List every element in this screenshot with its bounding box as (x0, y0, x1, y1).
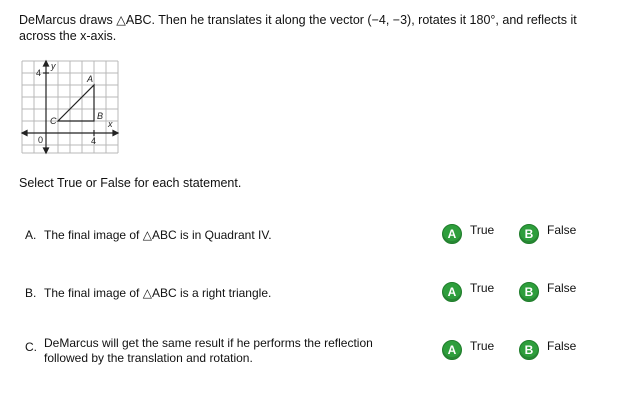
instruction-text: Select True or False for each statement. (19, 176, 242, 190)
graph-svg (20, 59, 120, 155)
statement-a-true-badge[interactable]: A (442, 224, 462, 244)
y-tick-label: 4 (36, 68, 42, 78)
statement-c-letter: C. (25, 340, 37, 354)
x-axis-arrow-icon (113, 131, 118, 136)
statement-c-false-label: False (547, 339, 577, 353)
statement-c-text (44, 336, 373, 366)
statement-a-true-option[interactable] (442, 224, 494, 244)
statement-b-false-option[interactable] (519, 282, 576, 302)
x-axis-label: x (108, 119, 113, 129)
y-axis-down-arrow-icon (44, 148, 49, 153)
statement-b-text: The final image of △ABC is a right triangle. (44, 286, 272, 300)
statement-a-false-option[interactable] (519, 224, 576, 244)
statement-a-text: The final image of △ABC is in Quadrant IV. (44, 228, 272, 242)
statement-b-true-label: True (470, 281, 495, 295)
triangle-abc (58, 85, 94, 121)
prompt-line-1: DeMarcus draws △ABC. Then he translates it along the vector (−4, −3), rotates it 180°, and reflects it (19, 13, 577, 27)
y-axis-label: y (51, 61, 56, 71)
statement-b-false-badge[interactable]: B (519, 282, 539, 302)
statement-c-true-option[interactable] (442, 340, 494, 360)
statement-c-true-label: True (470, 339, 495, 353)
vertex-c-label: C (50, 116, 57, 126)
question-prompt (19, 12, 599, 44)
statement-b-true-option[interactable] (442, 282, 494, 302)
statement-a-false-badge[interactable]: B (519, 224, 539, 244)
statement-a-false-label: False (547, 223, 577, 237)
statement-b-true-badge[interactable]: A (442, 282, 462, 302)
statement-b-false-label: False (547, 281, 577, 295)
statement-c-false-badge[interactable]: B (519, 340, 539, 360)
coordinate-graph (20, 59, 120, 160)
statement-c-true-badge[interactable]: A (442, 340, 462, 360)
vertex-a-label: A (87, 74, 94, 84)
y-axis-arrow-icon (44, 61, 49, 66)
statement-a-letter: A. (25, 228, 37, 242)
x-tick-label: 4 (91, 136, 97, 146)
vertex-b-label: B (97, 111, 104, 121)
origin-label: 0 (38, 135, 44, 145)
x-axis-left-arrow-icon (22, 131, 27, 136)
statement-c-line-2: followed by the translation and rotation. (44, 351, 253, 365)
statement-a-true-label: True (470, 223, 495, 237)
statement-c-line-1: DeMarcus will get the same result if he performs the reflection (44, 336, 373, 350)
prompt-line-2: across the x-axis. (19, 29, 117, 43)
statement-b-letter: B. (25, 286, 37, 300)
statement-c-false-option[interactable] (519, 340, 576, 360)
